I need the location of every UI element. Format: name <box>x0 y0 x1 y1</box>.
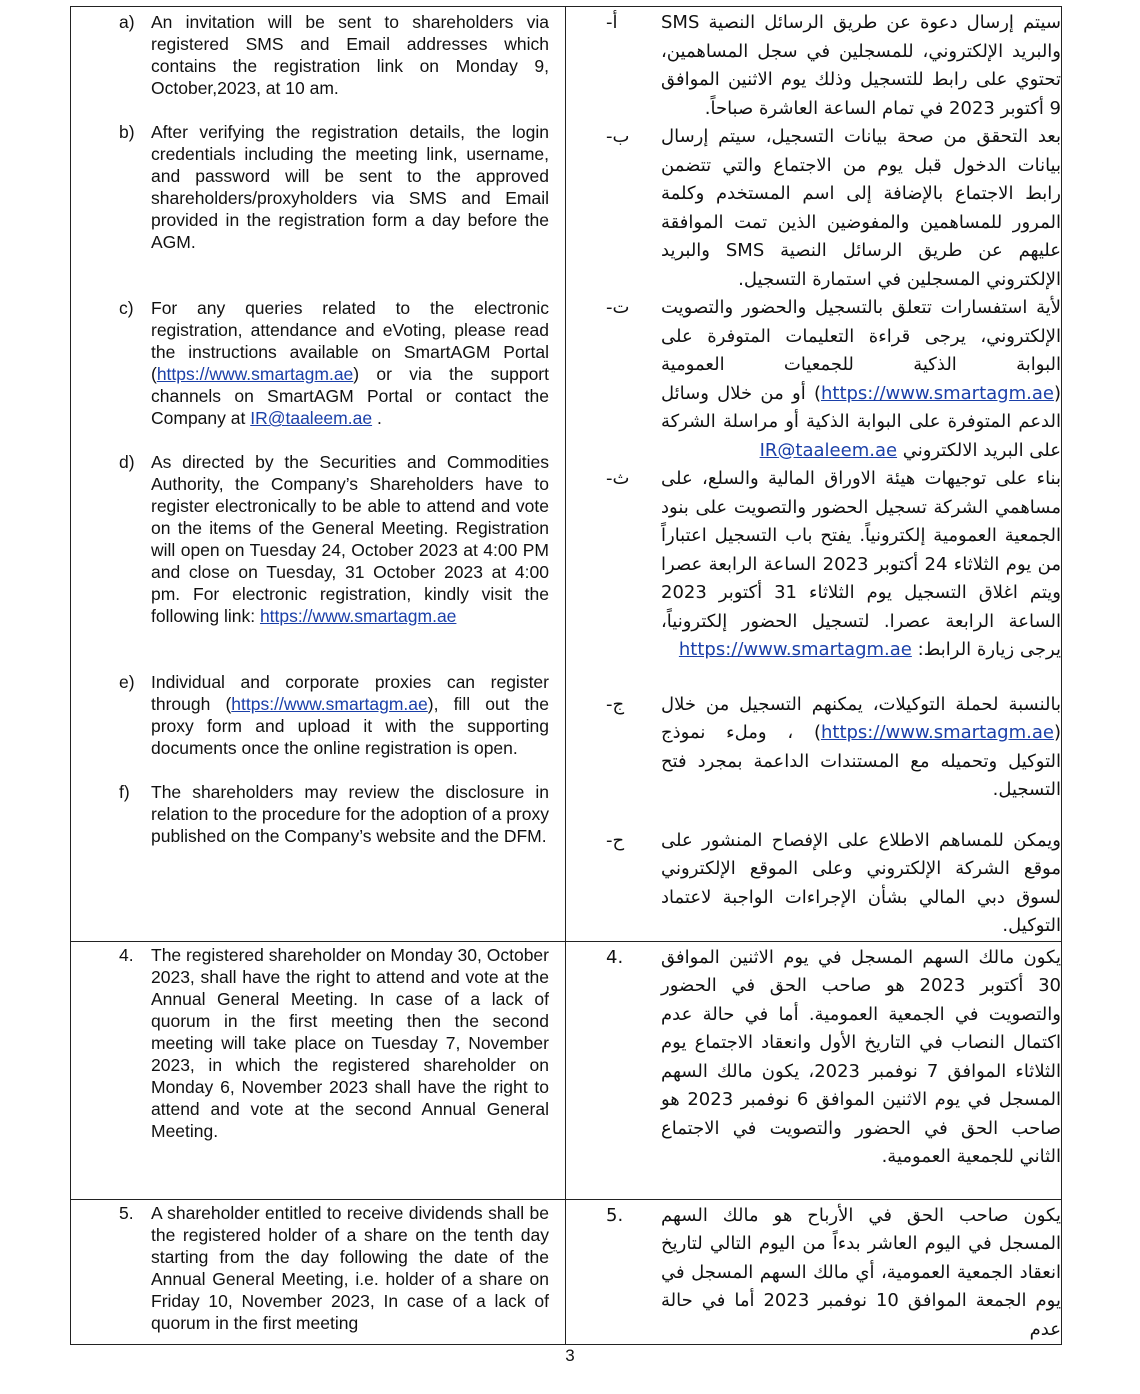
list-item <box>566 294 1061 465</box>
list-item <box>566 827 1061 941</box>
smartagm-link[interactable]: https://www.smartagm.ae <box>259 606 457 626</box>
english-column <box>71 941 566 1199</box>
arabic-column <box>566 1199 1062 1345</box>
item-marker: ث- <box>606 468 630 489</box>
item-marker: ب- <box>606 126 630 147</box>
item-marker: .4 <box>606 946 624 968</box>
item-text: بناء على توجيهات هيئة الاوراق المالية والسلع، على مساهمي الشركة تسجيل الحضور والتصويت على بنود الجمعية العمومية إلكترونياً. يفتح باب التسجيل اعتباراً من يوم الثلاثاء 24 أكتوبر 2023 الساعة الرابعة عصرا ويتم اغلاق التسجيل يوم الثلاثاء 31 أكتوبر 2023 الساعة الرابعة عصرا. لتسجيل الحضور إلكترونياً، يرجى زيارة الرابط: https://www.smartagm.ae <box>661 468 1061 660</box>
item-marker: ح- <box>606 829 625 851</box>
item-marker: a) <box>119 12 135 32</box>
item-text: A shareholder entitled to receive dividends shall be the registered holder of a share on the tenth day starting from the day following the date of the Annual General Meeting, i.e. holder of a share on Friday 10, November 2023, In case of a lack of quorum in the first meeting <box>151 1202 549 1333</box>
english-column <box>71 7 566 942</box>
table-row <box>71 941 1062 1199</box>
item-text: Individual and corporate proxies can register through (https://www.smartagm.ae), fill out the proxy form and upload it with the supporting documents once the online registration is open. <box>151 672 549 758</box>
item-marker: b) <box>119 122 135 142</box>
smartagm-link[interactable]: https://www.smartagm.ae <box>820 382 1054 404</box>
item-marker: ت- <box>606 297 630 318</box>
page-number: 3 <box>565 1346 575 1365</box>
item-text: ويمكن للمساهم الاطلاع على الإفصاح المنشور على موقع الشركة الإلكتروني وعلى الموقع الإلكتروني لسوق دبي المالي بشأن الإجراءات الواجبة لاعتماد التوكيل. <box>661 829 1061 936</box>
list-item <box>71 297 565 429</box>
table-row <box>71 1199 1062 1345</box>
smartagm-link[interactable]: https://www.smartagm.ae <box>678 639 912 660</box>
item-marker: .5 <box>606 1204 624 1226</box>
english-column <box>71 1199 566 1345</box>
item-text: The registered shareholder on Monday 30, October 2023, shall have the right to attend and vote at the Annual General Meeting. In case of a lack of quorum in the first meeting then the second meeting will take place on Tuesday 7, November 2023, in which the registered shareholder on Monday 6, November 2023 shall have the right to attend and vote at the second Annual General Meeting. <box>151 944 549 1141</box>
list-item <box>566 465 1061 665</box>
arabic-column <box>566 7 1062 942</box>
item-text: For any queries related to the electronic registration, attendance and eVoting, please read the instructions available on SmartAGM Portal (https://www.smartagm.ae) or via the support channels on SmartAGM Portal or contact the Company at IR@taaleem.ae . <box>151 298 549 428</box>
arabic-column <box>566 941 1062 1199</box>
item-marker: f) <box>119 782 130 802</box>
smartagm-link[interactable]: https://www.smartagm.ae <box>156 364 354 384</box>
item-marker: d) <box>119 452 135 472</box>
item-marker: e) <box>119 672 135 692</box>
item-text: سيتم إرسال دعوة عن طريق الرسائل النصية SMS والبريد الإلكتروني، للمسجلين في سجل المساهمين، تحتوي على رابط للتسجيل وذلك يوم الاثنين الموافق 9 أكتوبر 2023 في تمام الساعة العاشرة صباحاً. <box>661 12 1061 119</box>
list-item <box>71 121 565 253</box>
list-item <box>71 451 565 627</box>
item-text: بعد التحقق من صحة بيانات التسجيل، سيتم إرسال بيانات الدخول قبل يوم من الاجتماع والتي تتضمن رابط الاجتماع بالإضافة إلى اسم المستخدم وكلمة المرور للمساهمين والمفوضين الذين تمت الموافقة عليهم عن طريق الرسائل النصية SMS والبريد الإلكتروني المسجلين في استمارة التسجيل. <box>661 126 1061 290</box>
list-item <box>71 1202 565 1334</box>
email-link[interactable]: IR@taaleem.ae <box>250 408 373 428</box>
list-item <box>566 123 1061 294</box>
item-marker: c) <box>119 298 134 318</box>
bilingual-table <box>70 6 1062 1345</box>
item-marker: ج- <box>606 693 625 715</box>
smartagm-link[interactable]: https://www.smartagm.ae <box>231 694 428 714</box>
item-text: After verifying the registration details, the login credentials including the meeting link, username, and password will be sent to the approved shareholders/proxyholders via SMS and Email provided in the registration form a day before the AGM. <box>151 122 549 252</box>
item-marker: أ- <box>606 12 618 33</box>
item-marker: 5. <box>119 1202 134 1223</box>
smartagm-link[interactable]: https://www.smartagm.ae <box>820 722 1054 743</box>
list-item <box>71 671 565 759</box>
list-item <box>566 691 1061 805</box>
list-item <box>71 11 565 99</box>
item-text: The shareholders may review the disclosure in relation to the procedure for the adoption of a proxy published on the Company’s website and the DFM. <box>151 782 549 846</box>
item-text: As directed by the Securities and Commodities Authority, the Company’s Shareholders have to register electronically to be able to attend and vote on the items of the General Meeting. Registration will open on Tuesday 24, October 2023 at 4:00 PM and close on Tuesday, 31 October 2023 at 4:00 pm. For electronic registration, kindly visit the following link: https://www.smartagm.ae <box>151 452 549 626</box>
table-row <box>71 7 1062 942</box>
list-item <box>71 781 565 847</box>
item-marker: 4. <box>119 944 134 965</box>
item-text: An invitation will be sent to shareholders via registered SMS and Email addresses which contains the registration link on Monday 9, October,2023, at 10 am. <box>151 12 549 98</box>
email-link[interactable]: IR@taaleem.ae <box>759 439 898 461</box>
list-item <box>566 944 1061 1172</box>
list-item <box>71 944 565 1142</box>
item-text: بالنسبة لحملة التوكيلات، يمكنهم التسجيل من خلال (https://www.smartagm.ae) ، وملء نموذج التوكيل وتحميله مع المستندات الداعمة بمجرد فتح التسجيل. <box>661 693 1061 800</box>
list-item <box>566 1202 1061 1345</box>
item-text: يكون صاحب الحق في الأرباح هو مالك السهم المسجل في اليوم العاشر بدءاً من اليوم التالي لتاريخ انعقاد الجمعية العمومية، أي مالك السهم المسجل في يوم الجمعة الموافق 10 نوفمبر 2023 أما في حالة عدم <box>661 1204 1061 1340</box>
item-text: يكون مالك السهم المسجل في يوم الاثنين الموافق 30 أكتوبر 2023 هو صاحب الحق في الحضور والتصويت في الجمعية العمومية. أما في حالة عدم اكتمال النصاب في التاريخ الأول وانعقاد الاجتماع يوم الثلاثاء الموافق 7 نوفمبر 2023، يكون مالك السهم المسجل في يوم الاثنين الموافق 6 نوفمبر 2023 هو صاحب الحق في الحضور والتصويت في الاجتماع الثاني للجمعية العمومية. <box>661 946 1062 1167</box>
item-text: لأية استفسارات تتعلق بالتسجيل والحضور والتصويت الإلكتروني، يرجى قراءة التعليمات المتوفرة على البوابة الذكية للجمعيات العمومية (https://www.smartagm.ae) أو من خلال وسائل الدعم المتوفرة على البوابة الذكية أو مراسلة الشركة على البريد الالكتروني IR@taaleem.ae <box>661 297 1061 461</box>
list-item <box>566 9 1061 123</box>
